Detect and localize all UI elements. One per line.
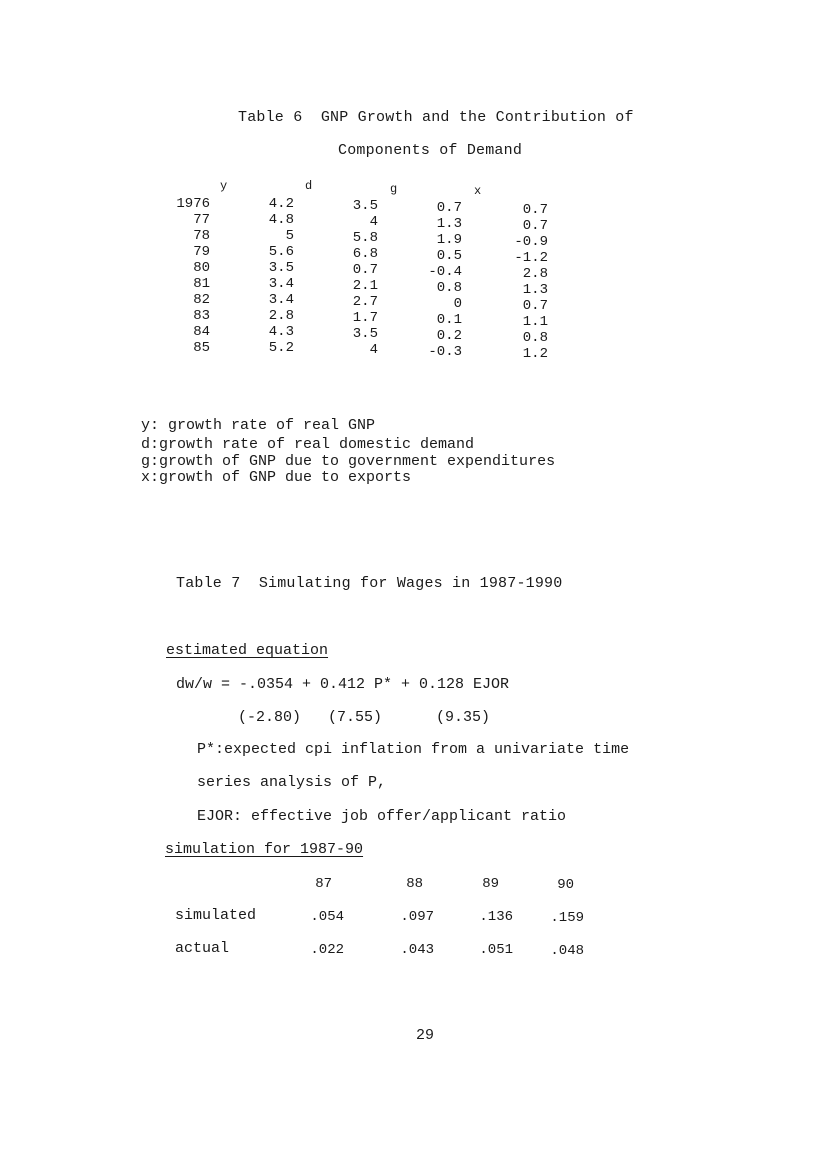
table6-header-x: x [474,184,482,198]
g-cell: 0.7 [436,200,462,216]
simulation-heading: simulation for 1987-90 [165,841,364,858]
year-header: 90 [557,877,574,893]
g-cell: 0.5 [436,248,462,264]
x-cell: 0.7 [522,218,548,234]
note-p-star: P*:expected cpi inflation from a univariate time [197,741,630,758]
legend-line: g:growth of GNP due to government expenditures [141,453,556,470]
d-cell: 5.8 [352,230,378,246]
table6-header-y: y [220,179,228,193]
y-cell: 4.3 [268,324,294,340]
d-cell: 0.7 [352,262,378,278]
x-cell: 2.8 [522,266,548,282]
x-cell: 1.1 [522,314,548,330]
simulated-label: simulated [175,907,257,924]
year-cell: 1976 [176,196,210,212]
year-cell: 77 [193,212,210,228]
simulated-cell: .054 [310,909,344,925]
y-cell: 2.8 [268,308,294,324]
g-cell: 1.9 [436,232,462,248]
year-cell: 81 [193,276,210,292]
d-cell: 2.1 [352,278,378,294]
g-cell: 1.3 [436,216,462,232]
g-cell: 0.8 [436,280,462,296]
t-statistics: (-2.80) (7.55) (9.35) [238,709,491,726]
year-cell: 80 [193,260,210,276]
actual-cell: .051 [479,942,513,958]
d-cell: 4 [369,342,378,358]
year-cell: 83 [193,308,210,324]
table6-subtitle: Components of Demand [338,142,523,159]
d-cell: 1.7 [352,310,378,326]
note-ejor: EJOR: effective job offer/applicant ratio [197,808,567,825]
g-cell: -0.3 [428,344,462,360]
year-header: 89 [482,876,499,892]
y-cell: 5 [285,228,294,244]
table7-title: Table 7 Simulating for Wages in 1987-1990 [176,575,563,592]
x-cell: 1.2 [522,346,548,362]
legend-line: d:growth rate of real domestic demand [141,436,475,453]
legend-line: y: growth rate of real GNP [141,417,376,434]
y-cell: 3.4 [268,292,294,308]
actual-cell: .048 [550,943,584,959]
year-cell: 82 [193,292,210,308]
table6-header-g: g [390,182,398,196]
legend-line: x:growth of GNP due to exports [141,469,412,486]
x-cell: 0.8 [522,330,548,346]
note-series: series analysis of P, [197,774,387,791]
actual-label: actual [175,940,230,957]
d-cell: 3.5 [352,326,378,342]
actual-cell: .022 [310,942,344,958]
simulated-cell: .159 [550,910,584,926]
page-number: 29 [416,1027,435,1044]
g-cell: 0.1 [436,312,462,328]
year-cell: 79 [193,244,210,260]
y-cell: 5.6 [268,244,294,260]
year-header: 88 [406,876,423,892]
y-cell: 4.8 [268,212,294,228]
simulated-cell: .136 [479,909,513,925]
actual-cell: .043 [400,942,434,958]
x-cell: -0.9 [514,234,548,250]
x-cell: 0.7 [522,202,548,218]
year-header: 87 [315,876,332,892]
y-cell: 3.5 [268,260,294,276]
year-cell: 84 [193,324,210,340]
y-cell: 3.4 [268,276,294,292]
simulated-cell: .097 [400,909,434,925]
estimated-equation-heading: estimated equation [166,642,329,659]
x-cell: 1.3 [522,282,548,298]
d-cell: 6.8 [352,246,378,262]
x-cell: 0.7 [522,298,548,314]
year-cell: 85 [193,340,210,356]
y-cell: 4.2 [268,196,294,212]
d-cell: 3.5 [352,198,378,214]
d-cell: 4 [369,214,378,230]
y-cell: 5.2 [268,340,294,356]
equation: dw/w = -.0354 + 0.412 P* + 0.128 EJOR [176,676,510,693]
x-cell: -1.2 [514,250,548,266]
table6-header-d: d [305,179,313,193]
year-cell: 78 [193,228,210,244]
g-cell: 0.2 [436,328,462,344]
table6-title: Table 6 GNP Growth and the Contribution of [238,109,634,126]
g-cell: 0 [453,296,462,312]
g-cell: -0.4 [428,264,462,280]
d-cell: 2.7 [352,294,378,310]
